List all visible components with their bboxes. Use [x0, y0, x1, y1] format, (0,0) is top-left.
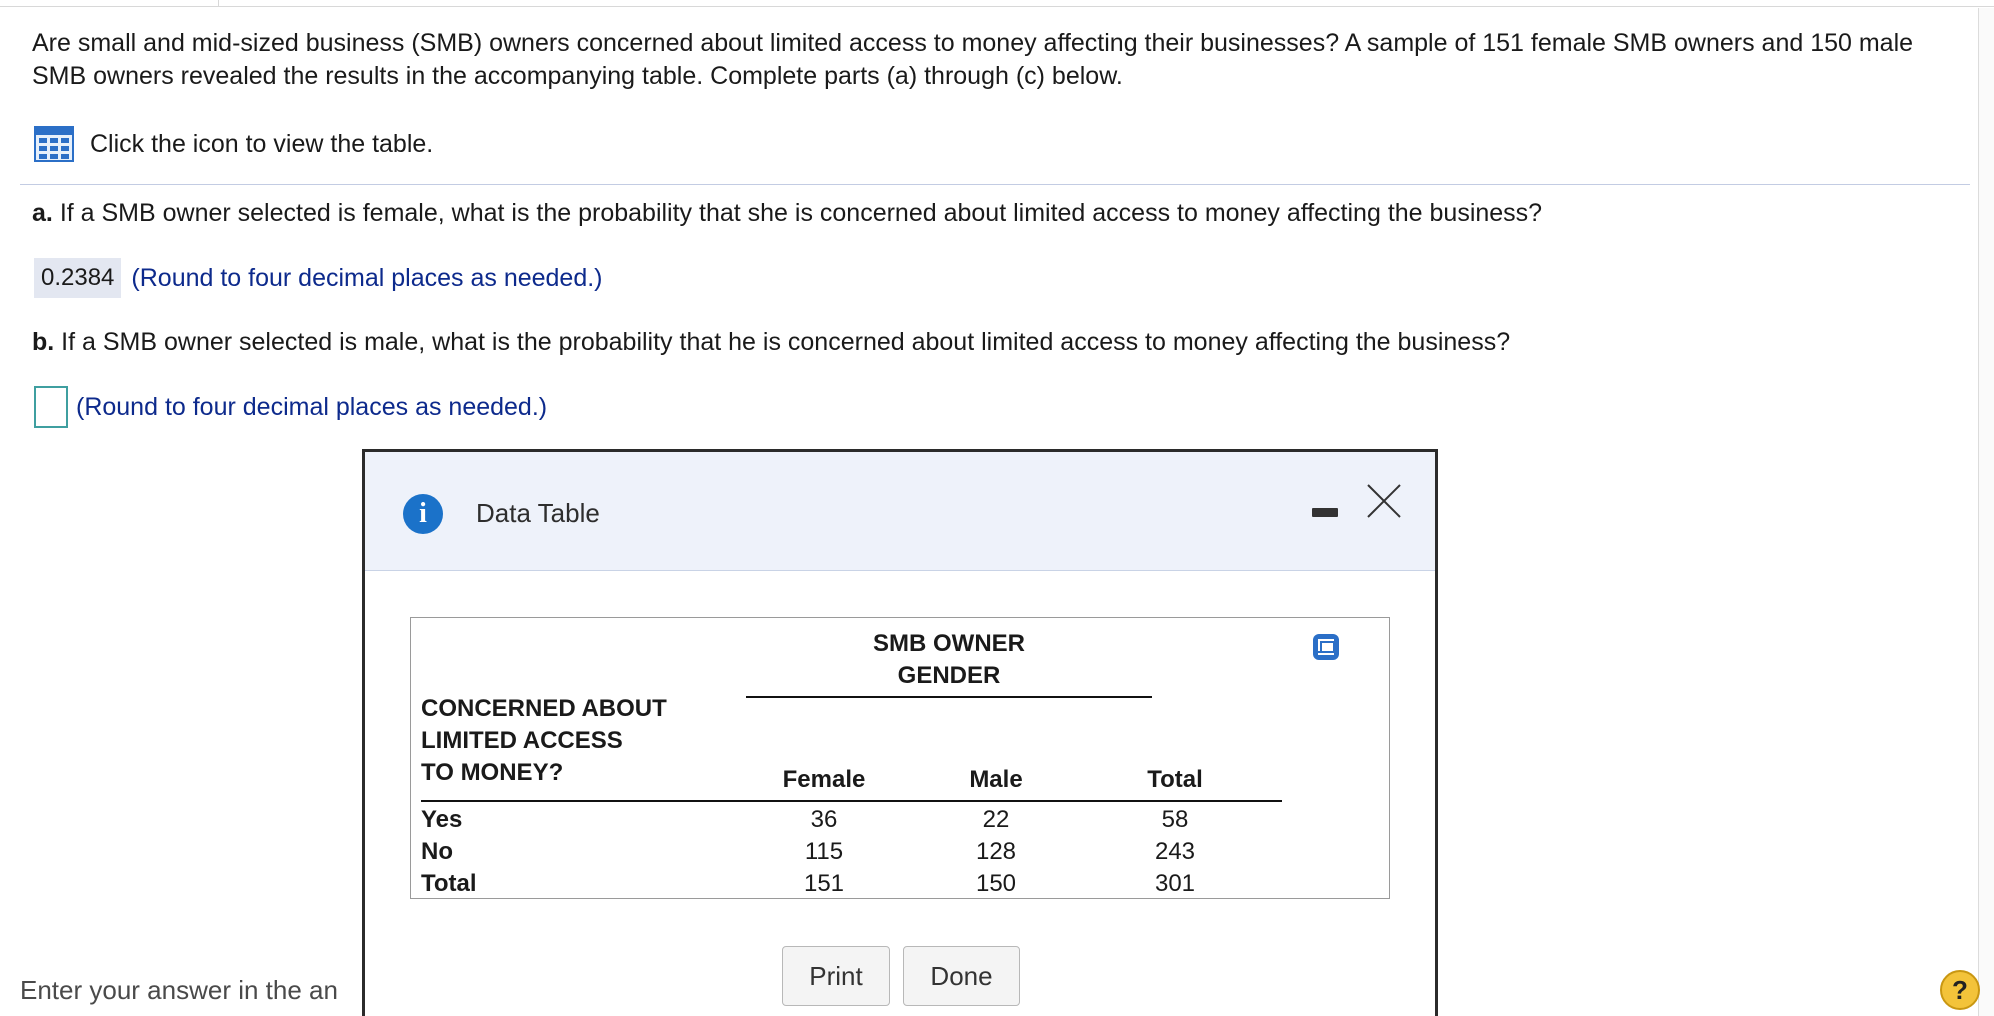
table-cell: 301: [1154, 870, 1196, 897]
row-label: No: [421, 838, 453, 865]
table-cell: 115: [804, 838, 844, 865]
table-cell: 150: [975, 870, 1017, 897]
table-row: [421, 804, 1282, 836]
section-divider: [20, 184, 1970, 185]
question-a: [32, 197, 1542, 229]
minimize-button[interactable]: [1309, 501, 1341, 523]
problem-statement: Are small and mid-sized business (SMB) owners concerned about limited access to money affecting their businesses? A sample of 151 female SMB owners and 150 male SMB owners revealed the results in the accompanying table. Complete parts (a) through (c) below.: [32, 29, 1914, 90]
table-cell: 58: [1161, 806, 1189, 833]
minimize-icon: [1312, 508, 1338, 517]
expand-icon[interactable]: [1311, 632, 1341, 662]
top-rule-tick: [218, 0, 219, 7]
dialog-title: Data Table: [476, 498, 600, 528]
table-cell: 36: [810, 806, 838, 833]
column-header-male: Male: [969, 766, 1023, 793]
close-icon[interactable]: [1365, 482, 1403, 520]
question-b-letter: b.: [32, 328, 55, 356]
group-header: [746, 628, 1152, 698]
grid-icon[interactable]: [34, 126, 74, 162]
row-label: Yes: [421, 806, 463, 833]
row-label-header: [421, 693, 721, 789]
answer-a-row: [34, 258, 603, 298]
group-header-line1: SMB OWNER: [873, 630, 1025, 657]
table-row: [421, 836, 1282, 868]
question-b-text: If a SMB owner selected is male, what is the probability that he is concerned about limited access to money affecting the business?: [61, 328, 1511, 356]
group-header-line2: GENDER: [897, 662, 1001, 689]
table-cell: 151: [803, 870, 845, 897]
row-label-header-line2: LIMITED ACCESS: [421, 727, 623, 754]
table-cell: 243: [1154, 838, 1196, 865]
view-table-label[interactable]: Click the icon to view the table.: [90, 129, 434, 158]
print-button[interactable]: Print: [782, 946, 890, 1006]
done-button[interactable]: Done: [903, 946, 1020, 1006]
question-b: [32, 326, 1510, 358]
question-a-text: If a SMB owner selected is female, what is the probability that she is concerned about limited access to money affecting the business?: [59, 199, 1543, 227]
table-cell: 128: [975, 838, 1017, 865]
help-button[interactable]: ?: [1940, 970, 1980, 1010]
answer-b-input[interactable]: [34, 386, 68, 428]
question-a-letter: a.: [32, 199, 53, 227]
column-header-female: Female: [782, 766, 866, 793]
answer-a-hint: (Round to four decimal places as needed.): [131, 263, 603, 292]
info-icon: i: [403, 494, 443, 534]
row-label-header-line3: TO MONEY?: [421, 759, 564, 786]
column-header-total: Total: [1147, 766, 1203, 793]
data-table-frame: [410, 617, 1390, 899]
view-table-link[interactable]: [34, 126, 433, 162]
answer-a-value[interactable]: 0.2384: [34, 258, 121, 298]
top-rule: [0, 0, 1994, 7]
answer-b-row: [34, 386, 547, 428]
enter-answer-hint: Enter your answer in the an: [20, 975, 338, 1005]
dialog-header: [365, 452, 1435, 571]
table-row: [421, 868, 1282, 900]
row-label: Total: [421, 870, 477, 897]
header-row: [421, 693, 1282, 802]
table-cell: 22: [982, 806, 1010, 833]
answer-b-hint: (Round to four decimal places as needed.): [76, 392, 548, 421]
scrollbar[interactable]: [1978, 8, 1994, 1016]
row-label-header-line1: CONCERNED ABOUT: [421, 695, 667, 722]
data-table-dialog: [362, 449, 1438, 1016]
